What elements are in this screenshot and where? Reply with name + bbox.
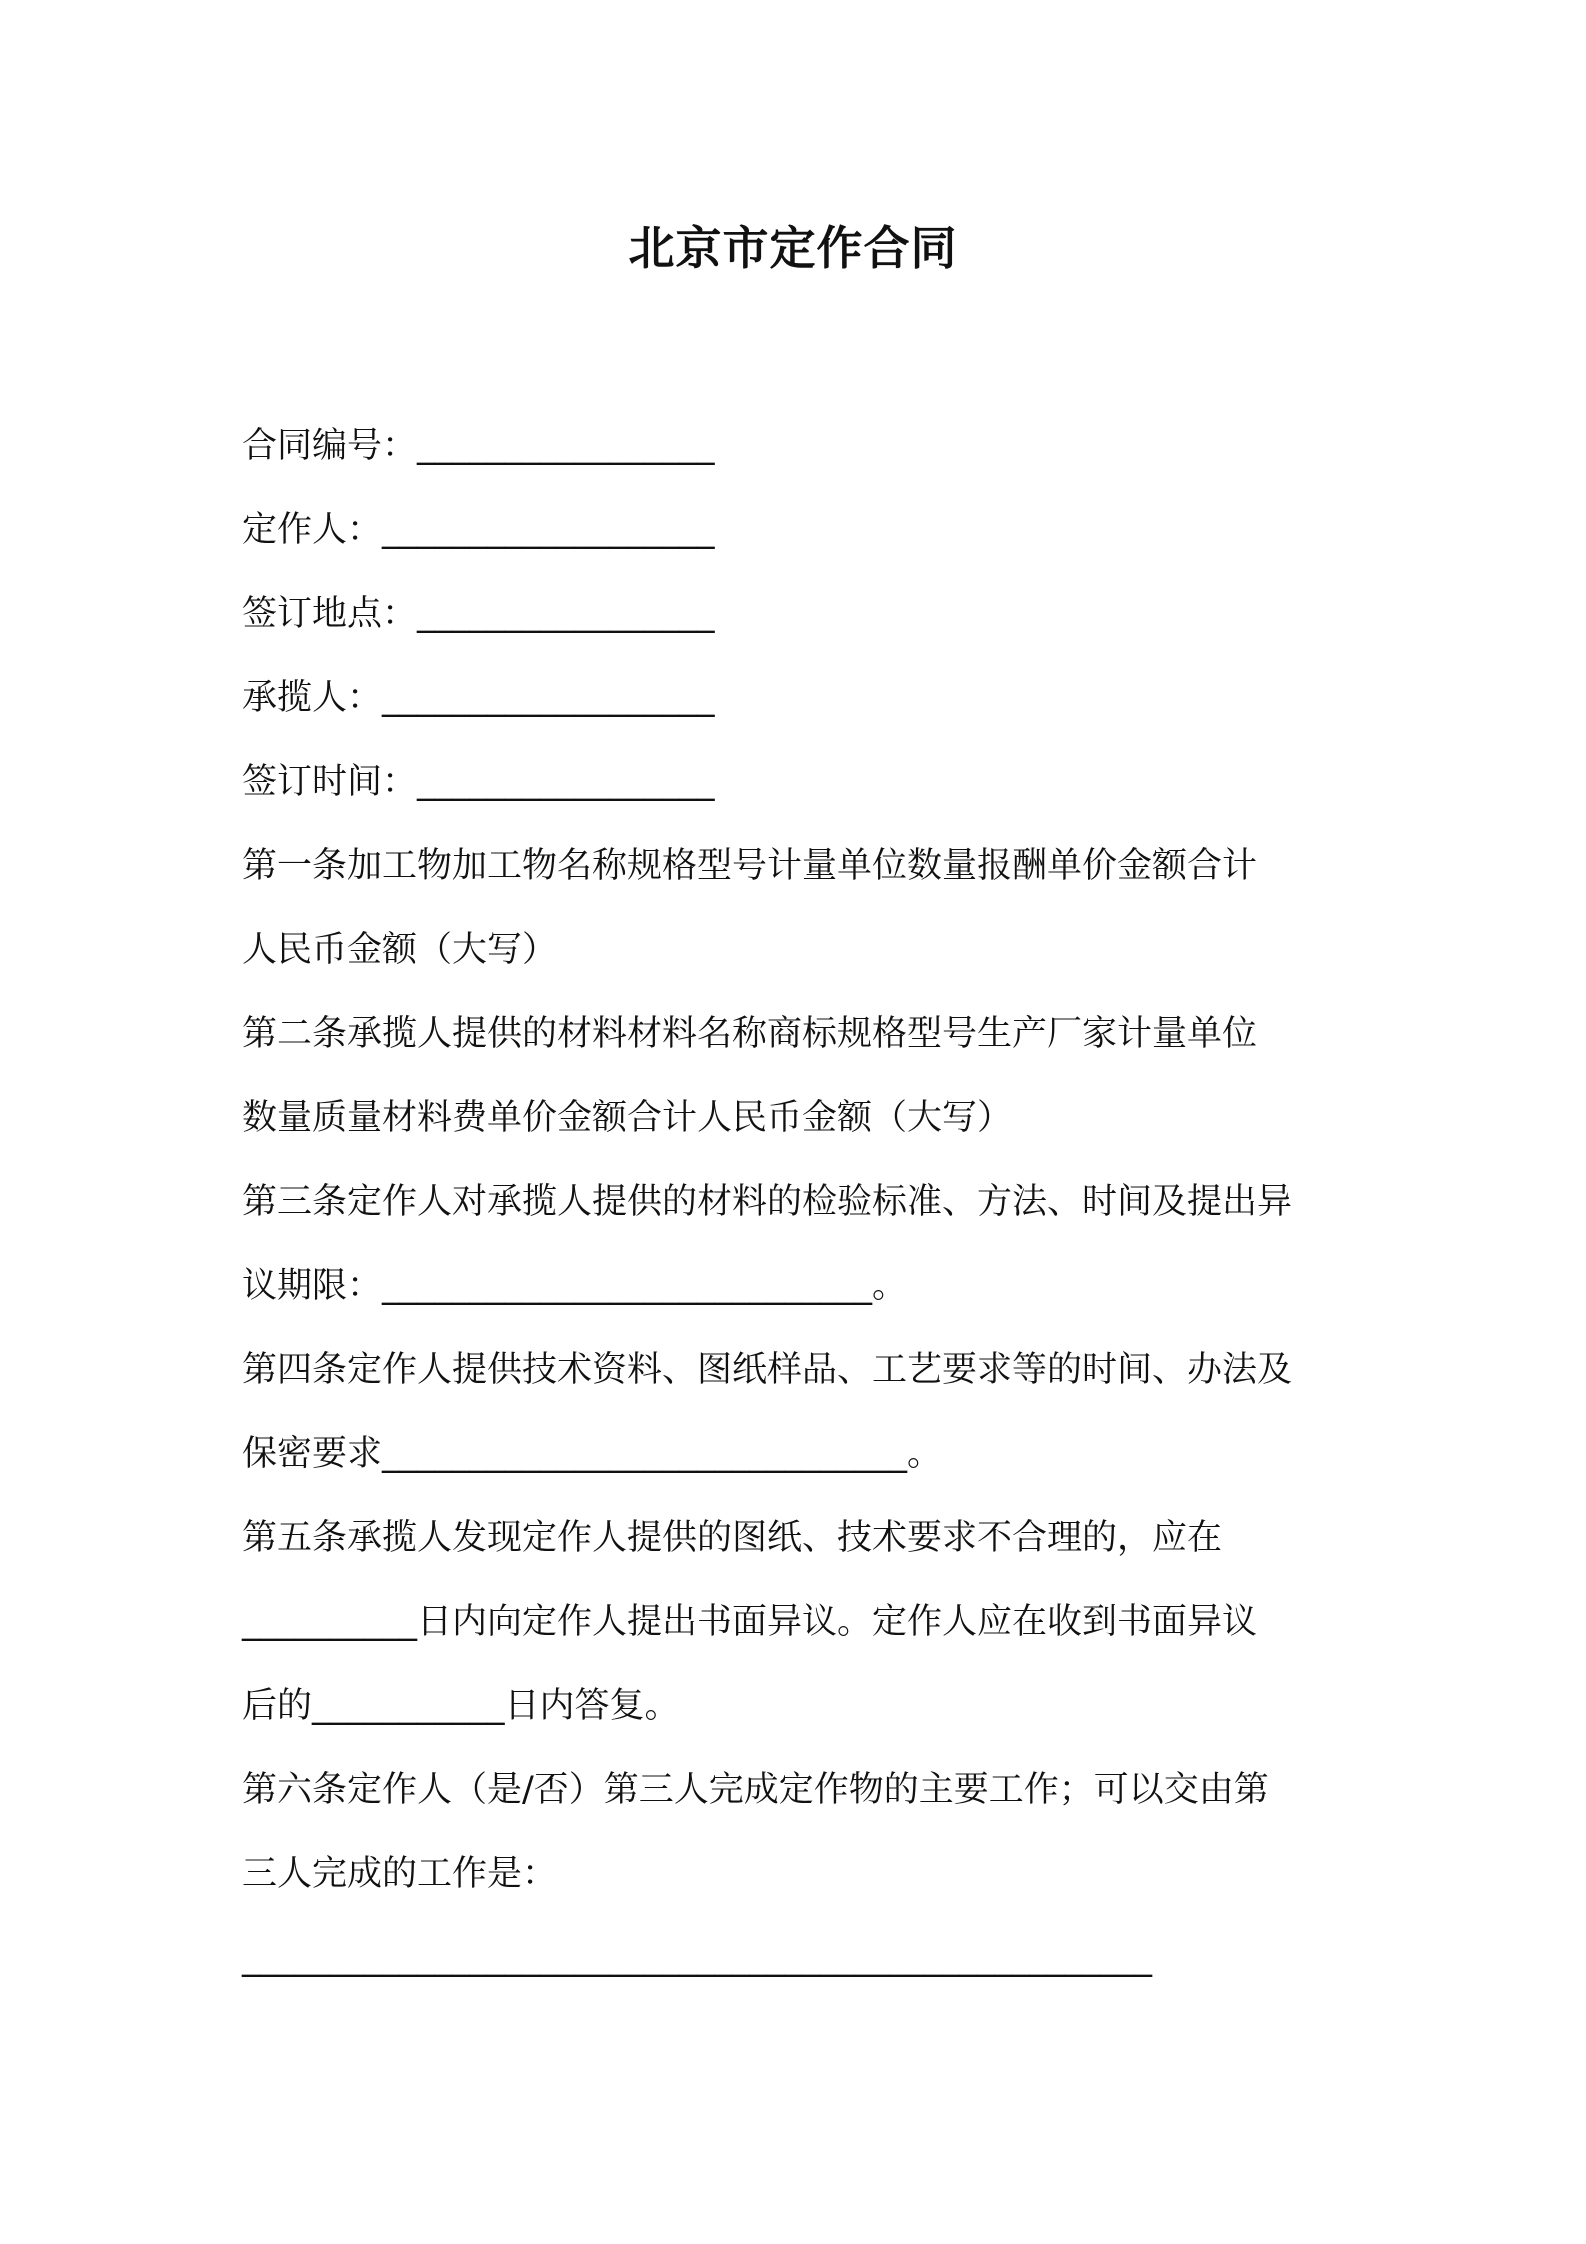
field-label: 合同编号： [242, 426, 418, 466]
article-5-line-3 [242, 1664, 1362, 1748]
field-orderer [242, 488, 1362, 572]
article-6-line-1: 第六条定作人（是/否）第三人完成定作物的主要工作；可以交由第 [242, 1770, 1269, 1810]
contract-body [242, 404, 1362, 2000]
fill-blank: __________ [242, 1602, 417, 1642]
fill-blank: ___________________ [382, 678, 715, 718]
article-5-end: 日内答复。 [504, 1686, 680, 1726]
article-4-end: 。 [907, 1434, 943, 1474]
article-5-text: 日内向定作人提出书面异议。定作人应在收到书面异议 [417, 1602, 1258, 1642]
article-6-line-3 [242, 1916, 1362, 2000]
fill-blank: _________________ [417, 426, 715, 466]
article-4-line-1: 第四条定作人提供技术资料、图纸样品、工艺要求等的时间、办法及 [242, 1350, 1293, 1390]
field-contractor [242, 656, 1362, 740]
fill-blank: ___________ [312, 1686, 505, 1726]
article-3-label: 议期限： [242, 1266, 383, 1306]
article-5-line-2 [242, 1580, 1362, 1664]
article-5-line-1: 第五条承揽人发现定作人提供的图纸、技术要求不合理的，应在 [242, 1518, 1223, 1558]
field-contract-no [242, 404, 1362, 488]
page-title: 北京市定作合同 [628, 221, 958, 275]
field-label: 签订时间： [242, 762, 418, 802]
article-3-line-1: 第三条定作人对承揽人提供的材料的检验标准、方法、时间及提出异 [242, 1182, 1293, 1222]
field-sign-time [242, 740, 1362, 824]
article-3-end: 。 [872, 1266, 908, 1306]
article-4-label: 保密要求 [242, 1434, 383, 1474]
article-3-line-2 [242, 1244, 1362, 1328]
fill-blank: _________________ [417, 762, 715, 802]
fill-blank: ___________________ [382, 510, 715, 550]
article-1-line-1: 第一条加工物加工物名称规格型号计量单位数量报酬单价金额合计 [242, 846, 1258, 886]
field-label: 签订地点： [242, 594, 418, 634]
field-sign-place [242, 572, 1362, 656]
field-label: 承揽人： [242, 678, 383, 718]
fill-blank: ____________________________________________________ [242, 1938, 1152, 1978]
article-2-line-2: 数量质量材料费单价金额合计人民币金额（大写） [242, 1098, 1013, 1138]
fill-blank: ____________________________ [382, 1266, 873, 1306]
article-5-label: 后的 [242, 1686, 313, 1726]
article-6-line-2: 三人完成的工作是： [242, 1854, 558, 1894]
article-1-line-2: 人民币金额（大写） [242, 930, 558, 970]
article-4-line-2 [242, 1412, 1362, 1496]
article-2-line-1: 第二条承揽人提供的材料材料名称商标规格型号生产厂家计量单位 [242, 1014, 1258, 1054]
field-label: 定作人： [242, 510, 383, 550]
fill-blank: ______________________________ [382, 1434, 908, 1474]
fill-blank: _________________ [417, 594, 715, 634]
